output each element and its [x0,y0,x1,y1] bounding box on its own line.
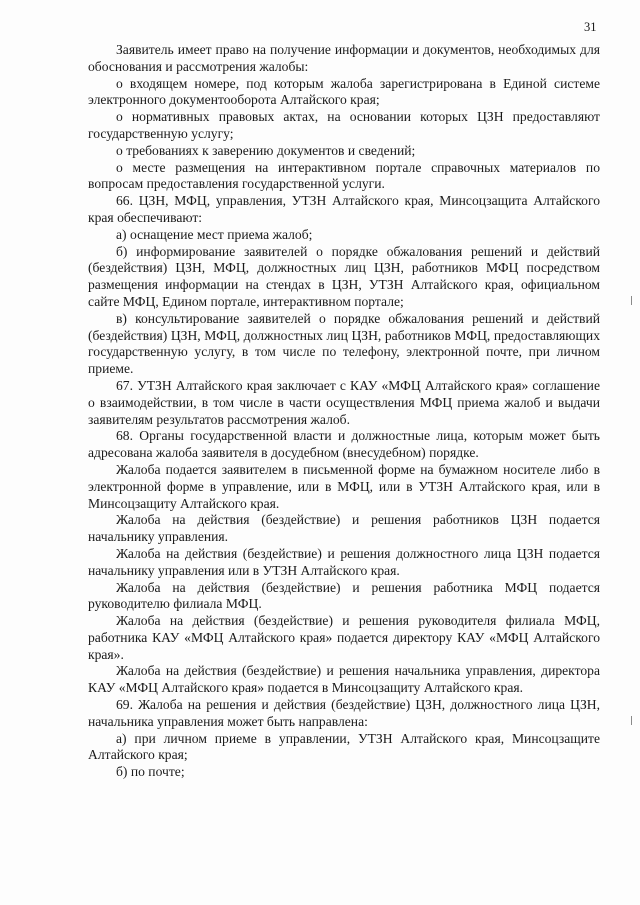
paragraph: а) оснащение мест приема жалоб; [116,226,313,242]
paragraph: 67. УТЗН Алтайского края заключает с КАУ «МФЦ Алтайского края» соглашение о взаимодействии, в том числе в части осуществления МФЦ приема жалоб и выдачи заявителям результатов рассмотрения жалоб. [88,377,600,427]
page-number: 31 [584,20,597,34]
paragraph: Жалоба на действия (бездействие) и решения работника МФЦ подается руководителю филиала МФЦ. [88,579,600,612]
paragraph: о входящем номере, под которым жалоба зарегистрирована в Единой системе электронного документооборота Алтайского края; [88,75,600,108]
paragraph: Жалоба подается заявителем в письменной форме на бумажном носителе либо в электронной форме в управление, или в МФЦ, или в УТЗН Алтайского края, или в Минсоцзащиту Алтайского края. [88,461,600,511]
paragraph: о месте размещения на интерактивном портале справочных материалов по вопросам предоставления государственной услуги. [88,159,600,192]
paragraph: о требованиях к заверению документов и сведений; [116,142,416,158]
paragraph: 69. Жалоба на решения и действия (бездействие) ЦЗН, должностного лица ЦЗН, начальника управления может быть направлена: [88,697,600,729]
document-body [88,42,600,781]
paragraph: Жалоба на действия (бездействие) и решения работников ЦЗН подается начальнику управления. [88,512,600,545]
scan-margin-mark [631,716,632,725]
paragraph: 66. ЦЗН, МФЦ, управления, УТЗН Алтайского края, Минсоцзащита Алтайского края обеспечивают: [88,193,600,225]
paragraph: б) по почте; [116,764,185,780]
paragraph: 68. Органы государственной власти и должностные лица, которым может быть адресована жалоба заявителя в досудебном (внесудебном) порядке. [88,428,600,461]
paragraph: Жалоба на действия (бездействие) и решения руководителя филиала МФЦ, работника КАУ «МФЦ Алтайского края» подается директору КАУ «МФЦ Алтайского края». [88,613,600,662]
paragraph: о нормативных правовых актах, на основании которых ЦЗН предоставляют государственную услугу; [88,109,600,141]
scan-margin-mark [631,296,632,305]
paragraph: Жалоба на действия (бездействие) и решения начальника управления, директора КАУ «МФЦ Алтайского края» подается в Минсоцзащиту Алтайского края. [88,663,600,696]
paragraph: а) при личном приеме в управлении, УТЗН Алтайского края, Минсоцзащите Алтайского края; [88,730,600,763]
paragraph: в) консультирование заявителей о порядке обжалования решений и действий (бездействия) ЦЗН, МФЦ, должностных лиц ЦЗН, работников МФЦ, предоставляющих государственную услугу, в том числе по телефону, электронной почте, при личном приеме. [88,310,600,377]
paragraph: б) информирование заявителей о порядке обжалования решений и действий (бездействия) ЦЗН, МФЦ, должностных лиц ЦЗН, работников МФЦ посредством размещения информации на стендах в ЦЗН, УТЗН Алтайского края, официальном сайте МФЦ, Едином портале, интерактивном портале; [88,243,600,309]
paragraph: Жалоба на действия (бездействие) и решения должностного лица ЦЗН подается начальнику управления или в УТЗН Алтайского края. [88,545,600,578]
paragraph: Заявитель имеет право на получение информации и документов, необходимых для обоснования и рассмотрения жалобы: [88,42,600,74]
